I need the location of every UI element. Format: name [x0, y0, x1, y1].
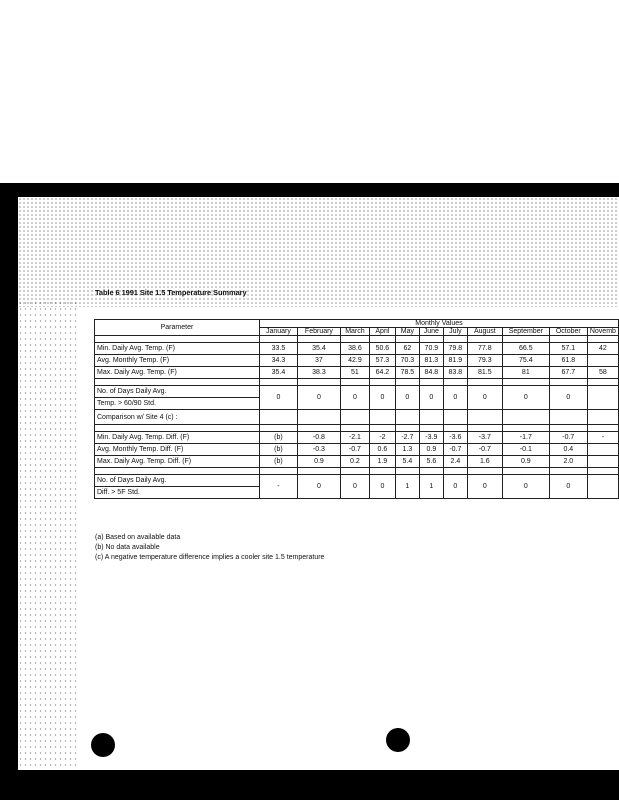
comparison-label: Comparison w/ Site 4 (c) : [95, 410, 260, 425]
cell-value: 42.9 [340, 355, 369, 367]
cell-value: 70.3 [395, 355, 419, 367]
cell-value: 81.5 [467, 367, 502, 379]
cell-value: 0 [395, 386, 419, 410]
cell-value: 42 [587, 343, 618, 355]
cell-value: 83.8 [443, 367, 467, 379]
cell-value: 66.5 [502, 343, 549, 355]
cell-value: 50.6 [369, 343, 395, 355]
cell-value: 1 [419, 475, 443, 499]
cell-value: 0 [443, 386, 467, 410]
cell-value: (b) [259, 432, 297, 444]
month-header: April [369, 328, 395, 336]
cell-value: 38.6 [340, 343, 369, 355]
month-header: May [395, 328, 419, 336]
cell-value: 2.4 [443, 456, 467, 468]
cell-value: -1.7 [502, 432, 549, 444]
days-row [95, 475, 619, 487]
cell-value: -0.7 [340, 444, 369, 456]
spacer-row [95, 379, 619, 386]
month-header: January [259, 328, 297, 336]
cell-value: 0 [297, 475, 340, 499]
cell-value: -0.8 [297, 432, 340, 444]
temperature-summary-table [94, 319, 619, 499]
cell-value: 79.3 [467, 355, 502, 367]
cell-value: 33.5 [259, 343, 297, 355]
cell-value: 58 [587, 367, 618, 379]
cell-value: 35.4 [259, 367, 297, 379]
row-label: No. of Days Daily Avg. [95, 475, 260, 487]
month-header: February [297, 328, 340, 336]
cell-value: 0.9 [419, 444, 443, 456]
cell-value: -3.6 [443, 432, 467, 444]
cell-value: 84.8 [419, 367, 443, 379]
cell-value: 5.6 [419, 456, 443, 468]
cell-value [587, 475, 618, 499]
scan-border-bottom [0, 770, 619, 800]
comparison-row [95, 410, 619, 425]
spacer-row [95, 468, 619, 475]
cell-value: -2 [369, 432, 395, 444]
cell-value: -2.1 [340, 432, 369, 444]
table-row [95, 432, 619, 444]
cell-value: 1.9 [369, 456, 395, 468]
cell-value: 70.9 [419, 343, 443, 355]
cell-value: 77.8 [467, 343, 502, 355]
cell-value: - [259, 475, 297, 499]
cell-value: 0.4 [549, 444, 587, 456]
cell-value: - [587, 432, 618, 444]
cell-value: 38.3 [297, 367, 340, 379]
table-row [95, 444, 619, 456]
scan-border-top [0, 183, 619, 197]
cell-value: 81.9 [443, 355, 467, 367]
cell-value: 1.6 [467, 456, 502, 468]
row-label: Temp. > 60/90 Std. [95, 398, 260, 410]
table-caption: Table 6 1991 Site 1.5 Temperature Summary [95, 288, 247, 297]
cell-value: 0 [467, 386, 502, 410]
cell-value: 61.8 [549, 355, 587, 367]
footnote: (b) No data available [95, 544, 160, 551]
cell-value: (b) [259, 444, 297, 456]
cell-value: -0.7 [549, 432, 587, 444]
cell-value: 37 [297, 355, 340, 367]
cell-value: 0 [369, 386, 395, 410]
month-header: October [549, 328, 587, 336]
cell-value: 57.1 [549, 343, 587, 355]
cell-value: 79.8 [443, 343, 467, 355]
header-row-group [95, 320, 619, 328]
cell-value: 0 [419, 386, 443, 410]
cell-value: 5.4 [395, 456, 419, 468]
month-header: September [502, 328, 549, 336]
cell-value: 0 [369, 475, 395, 499]
cell-value: -2.7 [395, 432, 419, 444]
cell-value: 2.0 [549, 456, 587, 468]
cell-value: -3.7 [467, 432, 502, 444]
row-label: Max. Daily Avg. Temp. (F) [95, 367, 260, 379]
row-label: Min. Daily Avg. Temp. (F) [95, 343, 260, 355]
cell-value [587, 444, 618, 456]
row-label: No. of Days Daily Avg. [95, 386, 260, 398]
spacer-row [95, 336, 619, 343]
row-label: Avg. Monthly Temp. Diff. (F) [95, 444, 260, 456]
cell-value: 0.2 [340, 456, 369, 468]
cell-value: 0 [443, 475, 467, 499]
cell-value: 34.3 [259, 355, 297, 367]
cell-value: 0.6 [369, 444, 395, 456]
cell-value: -0.7 [443, 444, 467, 456]
punch-hole [386, 728, 410, 752]
temperature-block [95, 336, 619, 410]
punch-hole [91, 733, 115, 757]
cell-value: -0.3 [297, 444, 340, 456]
cell-value: 0 [467, 475, 502, 499]
monthly-values-header: Monthly Values [259, 320, 618, 328]
cell-value: 0 [340, 475, 369, 499]
cell-value: (b) [259, 456, 297, 468]
cell-value: 0 [549, 386, 587, 410]
comparison-block [95, 425, 619, 499]
row-label: Diff. > 5F Std. [95, 487, 260, 499]
cell-value: 0.9 [297, 456, 340, 468]
cell-value: 78.5 [395, 367, 419, 379]
scan-border-left [0, 183, 18, 800]
cell-value: 75.4 [502, 355, 549, 367]
footnote: (c) A negative temperature difference implies a cooler site 1.5 temperature [95, 554, 325, 561]
cell-value: 0 [502, 475, 549, 499]
cell-value: 35.4 [297, 343, 340, 355]
cell-value: 81 [502, 367, 549, 379]
footnotes [95, 533, 324, 563]
cell-value [587, 456, 618, 468]
cell-value: 0 [259, 386, 297, 410]
row-label: Max. Daily Avg. Temp. Diff. (F) [95, 456, 260, 468]
cell-value: 51 [340, 367, 369, 379]
table-row [95, 367, 619, 379]
cell-value: 0 [549, 475, 587, 499]
table-row [95, 343, 619, 355]
month-header: March [340, 328, 369, 336]
cell-value: -0.1 [502, 444, 549, 456]
cell-value: 0 [297, 386, 340, 410]
row-label: Avg. Monthly Temp. (F) [95, 355, 260, 367]
cell-value: 67.7 [549, 367, 587, 379]
table-row [95, 355, 619, 367]
cell-value: 0 [502, 386, 549, 410]
cell-value [587, 355, 618, 367]
cell-value: 0.9 [502, 456, 549, 468]
cell-value: 64.2 [369, 367, 395, 379]
footnote: (a) Based on available data [95, 534, 181, 541]
cell-value: 57.3 [369, 355, 395, 367]
cell-value: 62 [395, 343, 419, 355]
month-header: June [419, 328, 443, 336]
table-row [95, 456, 619, 468]
days-row [95, 386, 619, 398]
cell-value: 1.3 [395, 444, 419, 456]
row-label: Min. Daily Avg. Temp. Diff. (F) [95, 432, 260, 444]
cell-value: -0.7 [467, 444, 502, 456]
month-header: Novemb [587, 328, 618, 336]
month-header: July [443, 328, 467, 336]
spacer-row [95, 425, 619, 432]
cell-value: 81.3 [419, 355, 443, 367]
cell-value [587, 386, 618, 410]
parameter-header: Parameter [95, 320, 260, 336]
month-header: August [467, 328, 502, 336]
cell-value: -3.9 [419, 432, 443, 444]
scan-noise-left [18, 300, 78, 770]
cell-value: 0 [340, 386, 369, 410]
cell-value: 1 [395, 475, 419, 499]
